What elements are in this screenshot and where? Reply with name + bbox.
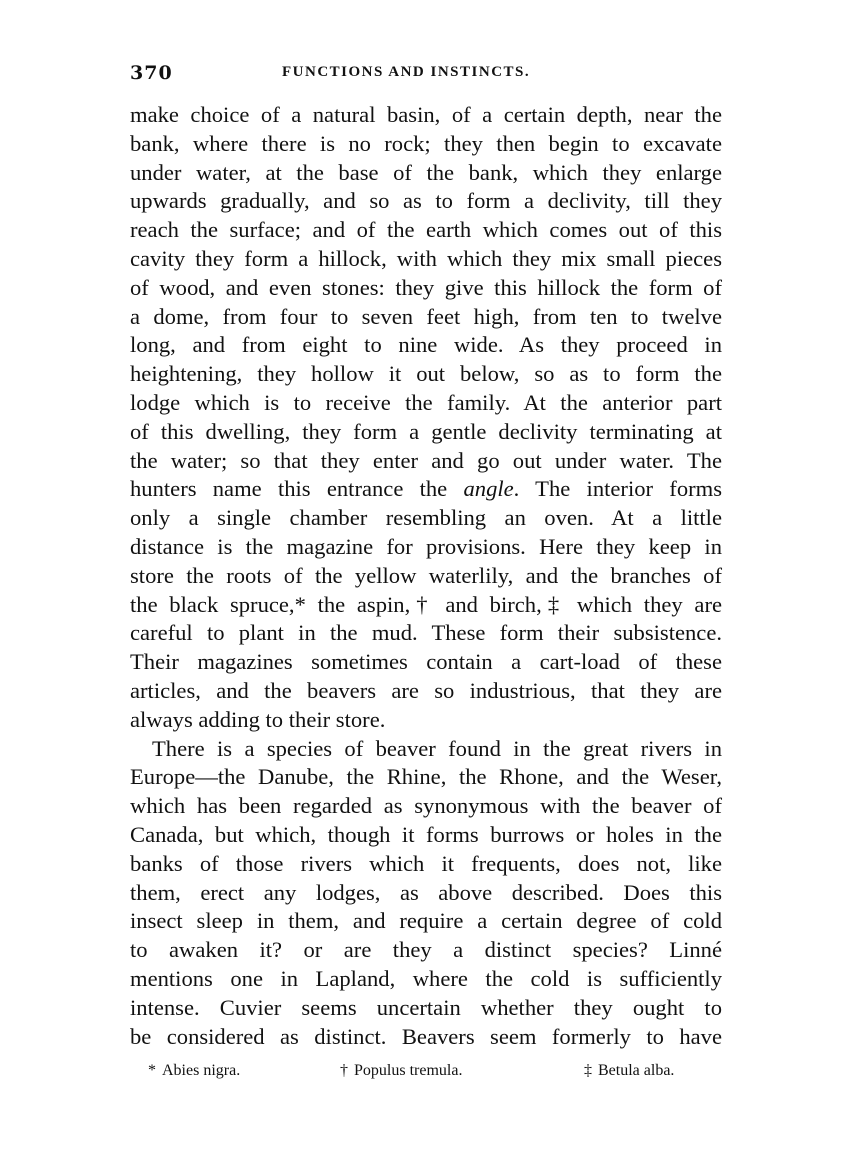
text-line: store the roots of the yellow waterlily, and the branches of [130, 562, 722, 588]
footnote-mark: * [148, 1062, 156, 1079]
footnote-mark: ‡ [584, 1062, 592, 1079]
text-line: bank, where there is no rock; they then begin to excavate [130, 130, 722, 156]
running-head: FUNCTIONS AND INSTINCTS. [282, 64, 531, 80]
footnote [148, 1062, 240, 1080]
text-line: the water; so that they enter and go out under water. The [130, 447, 722, 473]
text-line: always adding to their store. [130, 706, 386, 732]
text-line: Europe—the Danube, the Rhine, the Rhone, and the Weser, [130, 764, 722, 790]
text-line: long, and from eight to nine wide. As they proceed in [130, 332, 722, 358]
text-line: of this dwelling, they form a gentle declivity terminating at [130, 418, 722, 444]
text-line: upwards gradually, and so as to form a declivity, till they [130, 188, 722, 214]
text-line: of wood, and even stones: they give this hillock the form of [130, 274, 722, 300]
text-line: Canada, but which, though it forms burrows or holes in the [130, 821, 722, 847]
text-line: the black spruce,* the aspin,† and birch,‡ which they are [130, 591, 722, 617]
text-line: them, erect any lodges, as above described. Does this [130, 879, 722, 905]
text-line: banks of those rivers which it frequents, does not, like [130, 850, 722, 876]
text-line: to awaken it? or are they a distinct species? Linné [130, 937, 722, 963]
footnotes [148, 1062, 722, 1086]
page-number: 370 [130, 62, 173, 84]
text-line: lodge which is to receive the family. At the anterior part [130, 389, 722, 415]
body-text [130, 101, 722, 1051]
text-line: insect sleep in them, and require a certain degree of cold [130, 908, 722, 934]
footnote [584, 1062, 674, 1080]
text-line: careful to plant in the mud. These form their subsistence. [130, 620, 722, 646]
text-line: intense. Cuvier seems uncertain whether they ought to [130, 994, 722, 1020]
italic-term: angle [463, 476, 514, 502]
paragraph-european-beaver [130, 735, 722, 1052]
text-line: distance is the magazine for provisions. Here they keep in [130, 533, 722, 559]
text-line: be considered as distinct. Beavers seem formerly to have [130, 1023, 722, 1049]
text-line: mentions one in Lapland, where the cold is sufficiently [130, 965, 722, 991]
text-line: cavity they form a hillock, with which they mix small pieces [130, 245, 722, 271]
text-line: heightening, they hollow it out below, so as to form the [130, 361, 722, 387]
text-line: hunters name this entrance the angle. The interior forms [130, 476, 723, 502]
text-line: Their magazines sometimes contain a cart-load of these [130, 649, 722, 675]
footnote-text: Abies nigra. [162, 1062, 241, 1079]
text-line: a dome, from four to seven feet high, from ten to twelve [130, 303, 722, 329]
paragraph-beaver-lodge [130, 101, 722, 735]
page-header [130, 62, 722, 86]
footnote-text: Betula alba. [598, 1062, 675, 1079]
text-line: under water, at the base of the bank, which they enlarge [130, 159, 722, 185]
text-line: articles, and the beavers are so industrious, that they are [130, 677, 722, 703]
text-line: There is a species of beaver found in the great rivers in [152, 735, 722, 761]
text-line: reach the surface; and of the earth which comes out of this [130, 217, 722, 243]
text-line: only a single chamber resembling an oven. At a little [130, 505, 722, 531]
footnote-mark: † [340, 1062, 348, 1079]
text-line: which has been regarded as synonymous with the beaver of [130, 793, 722, 819]
text-line: make choice of a natural basin, of a certain depth, near the [130, 102, 722, 127]
footnote [340, 1062, 462, 1080]
footnote-text: Populus tremula. [354, 1062, 463, 1079]
